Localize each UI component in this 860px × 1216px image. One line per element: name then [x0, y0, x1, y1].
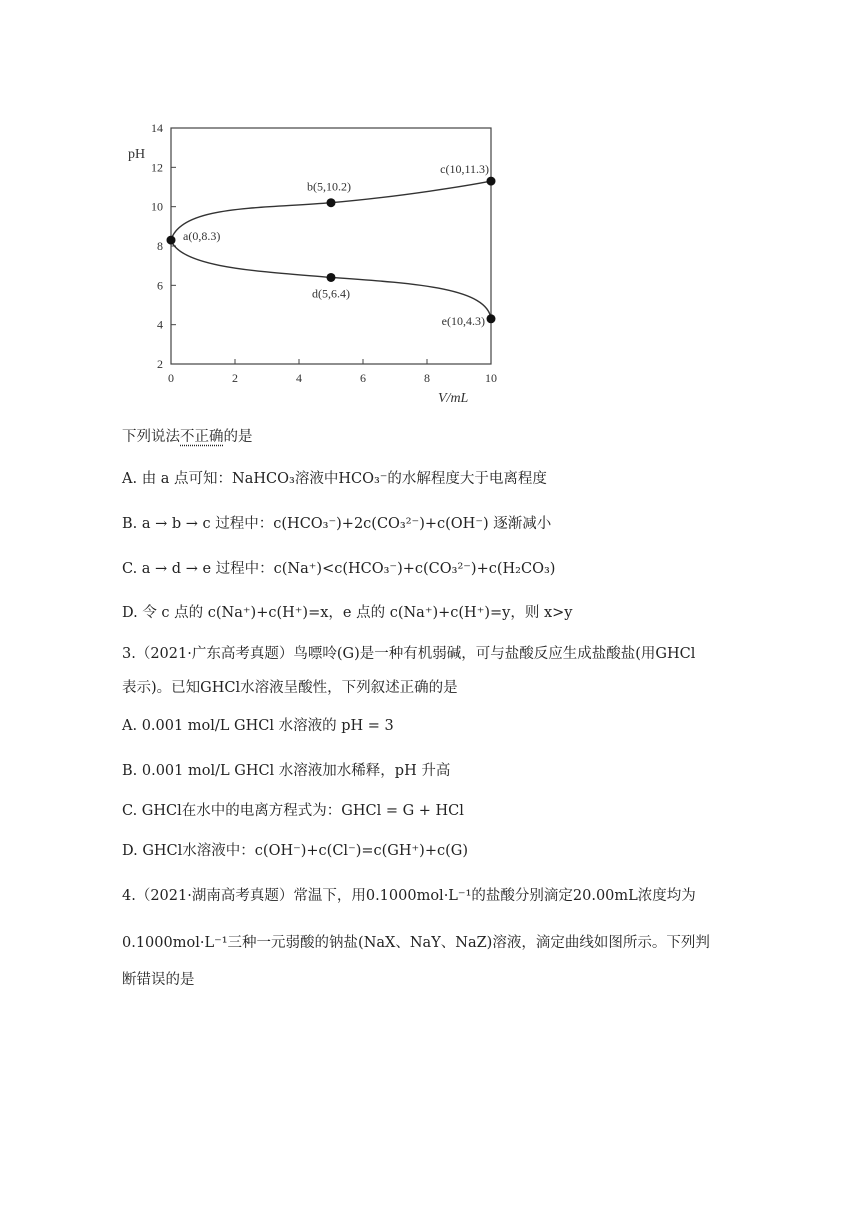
data-point	[327, 273, 336, 282]
data-points	[167, 162, 496, 328]
data-point	[327, 198, 336, 207]
q2-option-a: A. 由 a 点可知：NaHCO₃溶液中HCO₃⁻的水解程度大于电离程度	[122, 471, 547, 487]
point-label: d(5,6.4)	[312, 286, 350, 301]
y-tick-label: 14	[151, 121, 163, 135]
y-tick-label: 12	[151, 160, 163, 175]
q3-stem-line1: 3.（2021·广东高考真题）鸟嘌呤(G)是一种有机弱碱，可与盐酸反应生成盐酸盐(用GHCl	[122, 646, 696, 662]
q3-option-d: D. GHCl水溶液中：c(OH⁻)+c(Cl⁻)=c(GH⁺)+c(G)	[122, 843, 469, 859]
point-label: b(5,10.2)	[307, 179, 351, 194]
x-tick-label: 8	[424, 371, 430, 385]
q4-stem-line2: 0.1000mol·L⁻¹三种一元弱酸的钠盐(NaX、NaY、NaZ)溶液，滴定曲线如图所示。下列判	[122, 935, 710, 951]
q2-option-b: B. a → b → c 过程中：c(HCO₃⁻)+2c(CO₃²⁻)+c(OH⁻) 逐渐减小	[122, 516, 552, 532]
q4-stem-line3: 断错误的是	[122, 972, 195, 988]
y-axis-ticks	[151, 121, 176, 371]
q2-option-c: C. a → d → e 过程中：c(Na⁺)<c(HCO₃⁻)+c(CO₃²⁻)+c(H₂CO₃)	[122, 561, 556, 577]
point-label: a(0,8.3)	[183, 229, 221, 244]
x-tick-label: 2	[232, 371, 238, 385]
q4-stem-line1: 4.（2021·湖南高考真题）常温下，用0.1000mol·L⁻¹的盐酸分别滴定20.00mL浓度均为	[122, 888, 696, 904]
y-tick-label: 4	[157, 317, 163, 332]
point-label: c(10,11.3)	[440, 162, 489, 177]
data-point	[487, 314, 496, 323]
q3-option-c: C. GHCl在水中的电离方程式为：GHCl = G + HCl	[122, 803, 464, 819]
data-point	[487, 177, 496, 186]
q3-option-b: B. 0.001 mol/L GHCl 水溶液加水稀释，pH 升高	[122, 763, 451, 779]
x-tick-label: 4	[296, 371, 302, 385]
y-axis-label: pH	[128, 147, 146, 162]
data-point	[167, 236, 176, 245]
y-tick-label: 2	[157, 357, 163, 371]
q3-option-a: A. 0.001 mol/L GHCl 水溶液的 pH = 3	[122, 718, 394, 734]
x-axis-label: V/mL	[438, 391, 469, 406]
question-stem: 下列说法不正确的是	[122, 429, 253, 445]
y-tick-label: 10	[151, 199, 163, 214]
q3-stem-line2: 表示)。已知GHCl水溶液呈酸性，下列叙述正确的是	[122, 680, 458, 696]
y-tick-label: 8	[157, 239, 163, 253]
x-tick-label: 6	[360, 371, 366, 385]
titration-chart	[118, 118, 518, 408]
point-label: e(10,4.3)	[441, 313, 485, 328]
y-tick-label: 6	[157, 278, 163, 293]
x-tick-label: 10	[485, 371, 497, 385]
q2-option-d: D. 令 c 点的 c(Na⁺)+c(H⁺)=x，e 点的 c(Na⁺)+c(H⁺)=y，则 x>y	[122, 605, 573, 621]
x-axis-ticks	[168, 359, 497, 385]
x-tick-label: 0	[168, 371, 174, 385]
